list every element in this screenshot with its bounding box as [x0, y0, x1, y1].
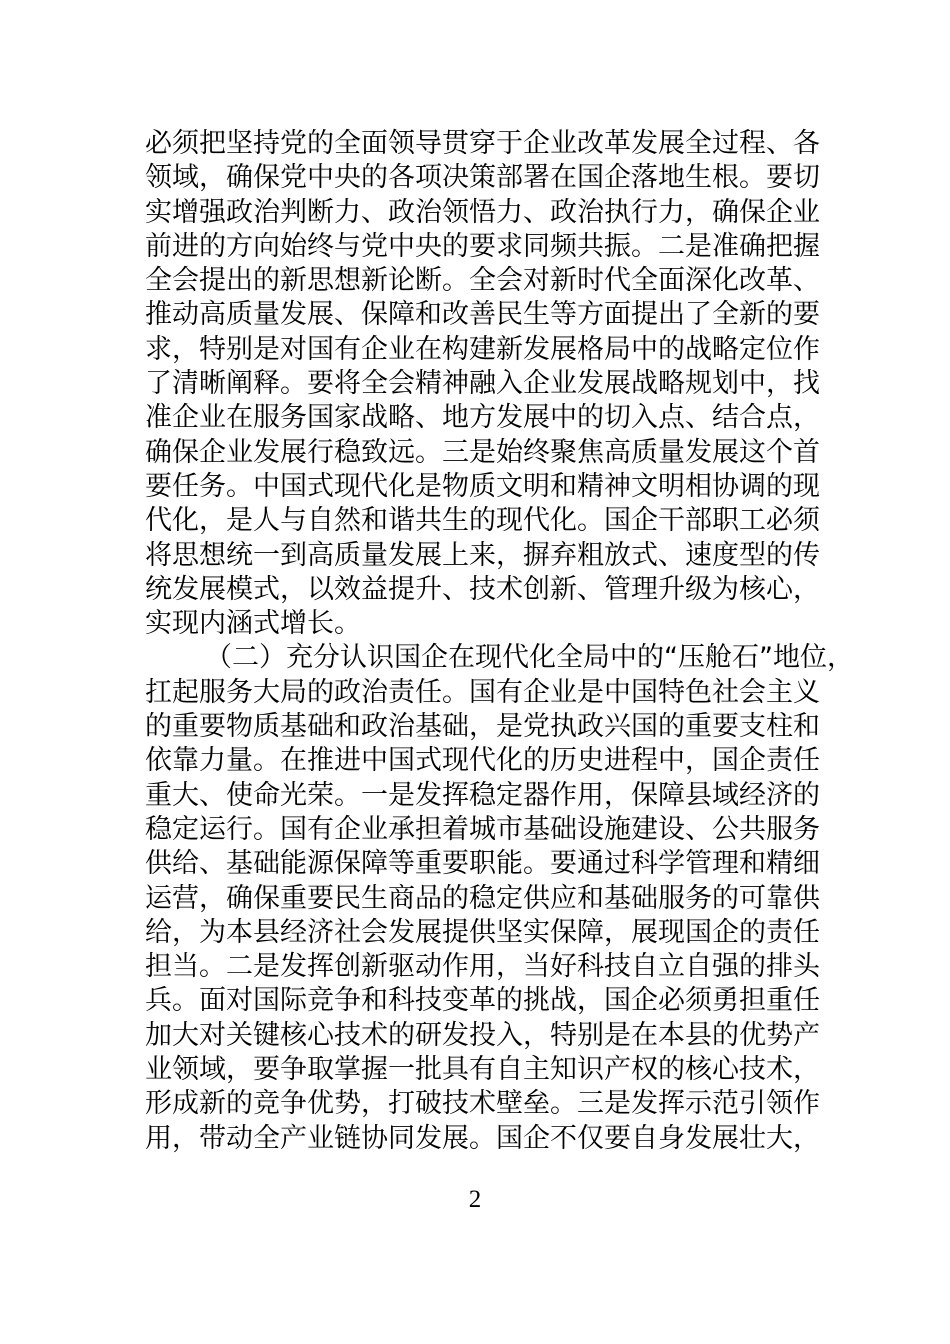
text-line: 依靠力量。在推进中国式现代化的历史进程中，国企责任 [145, 745, 820, 777]
text-line: 将思想统一到高质量发展上来，摒弃粗放式、速度型的传 [145, 539, 820, 571]
text-line: 要任务。中国式现代化是物质文明和精神文明相协调的现 [145, 470, 820, 502]
text-line: 统发展模式，以效益提升、技术创新、管理升级为核心， [145, 573, 820, 605]
text-line: 准企业在服务国家战略、地方发展中的切入点、结合点， [145, 402, 820, 434]
text-line: 用，带动全产业链协同发展。国企不仅要自身发展壮大， [145, 1122, 820, 1154]
text-line: 给，为本县经济社会发展提供坚实保障，展现国企的责任 [145, 916, 820, 948]
text-line: 实现内涵式增长。 [145, 608, 361, 640]
text-line: 前进的方向始终与党中央的要求同频共振。二是准确把握 [145, 230, 820, 262]
text-line: 确保企业发展行稳致远。三是始终聚焦高质量发展这个首 [145, 436, 820, 468]
text-line: 求，特别是对国有企业在构建新发展格局中的战略定位作 [145, 333, 820, 365]
text-line: 的重要物质基础和政治基础，是党执政兴国的重要支柱和 [145, 711, 820, 743]
text-line: 重大、使命光荣。一是发挥稳定器作用，保障县域经济的 [145, 779, 820, 811]
text-line: 兵。面对国际竞争和科技变革的挑战，国企必须勇担重任 [145, 985, 820, 1017]
text-line: 必须把坚持党的全面领导贯穿于企业改革发展全过程、各 [145, 128, 820, 159]
text-line: 业领域，要争取掌握一批具有自主知识产权的核心技术， [145, 1054, 820, 1086]
text-line: 加大对关键核心技术的研发投入，特别是在本县的优势产 [145, 1019, 820, 1051]
text-line: 代化，是人与自然和谐共生的现代化。国企干部职工必须 [145, 505, 820, 537]
section-heading-line: （二）充分认识国企在现代化全局中的“压舱石”地位， [205, 642, 854, 674]
page-number: 2 [468, 1186, 482, 1213]
text-line: 扛起服务大局的政治责任。国有企业是中国特色社会主义 [145, 676, 820, 708]
text-line: 稳定运行。国有企业承担着城市基础设施建设、公共服务 [145, 813, 820, 845]
text-line: 担当。二是发挥创新驱动作用，当好科技自立自强的排头 [145, 951, 820, 983]
text-line: 运营，确保重要民生商品的稳定供应和基础服务的可靠供 [145, 882, 820, 914]
text-line: 实增强政治判断力、政治领悟力、政治执行力，确保企业 [145, 196, 820, 228]
text-line: 推动高质量发展、保障和改善民生等方面提出了全新的要 [145, 299, 820, 331]
text-line: 领域，确保党中央的各项决策部署在国企落地生根。要切 [145, 162, 820, 194]
text-line: 形成新的竞争优势，打破技术壁垒。三是发挥示范引领作 [145, 1088, 820, 1120]
body-text [145, 127, 854, 1156]
text-line: 了清晰阐释。要将全会精神融入企业发展战略规划中，找 [145, 368, 820, 400]
text-line: 供给、基础能源保障等重要职能。要通过科学管理和精细 [145, 848, 820, 880]
text-line: 全会提出的新思想新论断。全会对新时代全面深化改革、 [145, 265, 820, 297]
